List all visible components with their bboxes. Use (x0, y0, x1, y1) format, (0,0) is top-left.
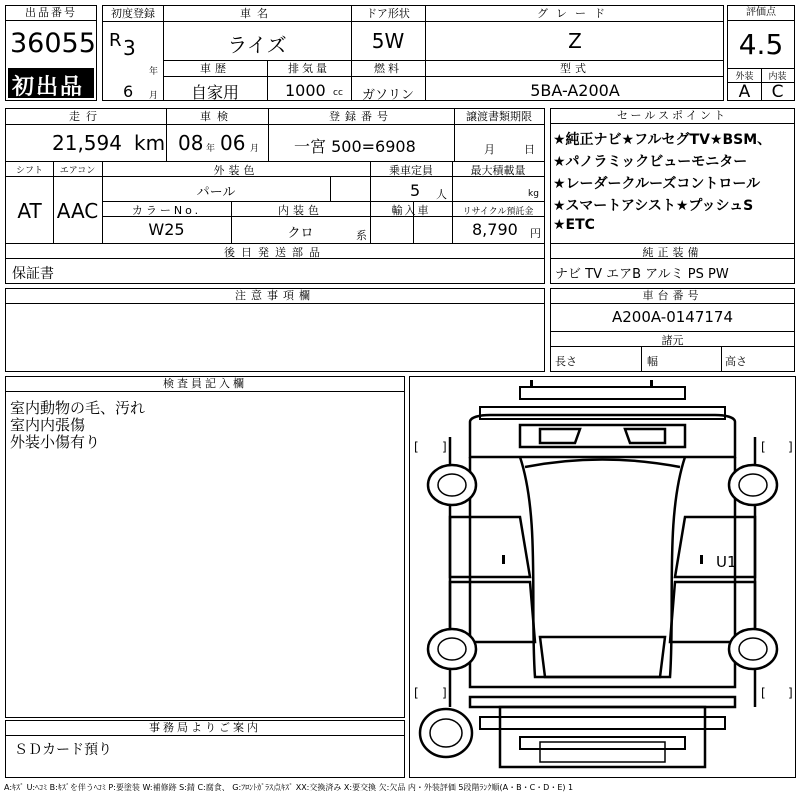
notes-label: 注意事項欄 (6, 289, 544, 304)
first-reg-label: 初度登録 (111, 7, 155, 20)
color-no-label: カラーNo. (131, 204, 202, 217)
notes-box (5, 288, 545, 372)
first-listing-badge-text: 初出品 (12, 75, 85, 100)
svg-text:[: [ (414, 686, 419, 700)
later-parts-value: 保証書 (12, 266, 54, 282)
recycle-label: リサイクル預託金 (462, 207, 534, 217)
sales-points-label: セールスポイント (551, 109, 794, 124)
capacity-value: 5 (410, 181, 421, 200)
inspection-month: 06 (220, 131, 246, 155)
mileage-label: 走行 (69, 110, 103, 123)
displacement-label: 排気量 (288, 62, 330, 75)
grade-value: Z (568, 29, 582, 53)
shift-label: シフト (15, 166, 43, 176)
score-label: 評価点 (728, 6, 794, 21)
first-reg-month-unit: 月 (149, 91, 159, 101)
displacement-value: 1000 (285, 81, 326, 100)
svg-text:[: [ (761, 686, 766, 700)
mileage-unit: km (134, 131, 166, 155)
inspection-year: 08 (178, 131, 204, 155)
inspector-line-1: 室内動物の毛、汚れ (10, 399, 146, 417)
history-label: 車歴 (200, 62, 230, 75)
int-score-label: 内装 (768, 72, 787, 82)
reg-number-value: 一宮 500=6908 (294, 137, 416, 156)
equipment-value: ナビ TV エアB アルミ PS PW (555, 267, 729, 282)
recycle-value: 8,790 (472, 220, 518, 239)
inspector-label: 検査員記入欄 (6, 377, 404, 392)
svg-text:[: [ (761, 440, 766, 454)
chassis-box (550, 288, 795, 372)
sales-point-line-3: ★レーダークルーズコントロール (553, 176, 761, 192)
equipment-label: 純正装備 (642, 246, 703, 259)
max-load-label: 最大積載量 (470, 164, 526, 177)
car-diagram-svg (410, 377, 795, 777)
capacity-unit: 人 (436, 188, 447, 201)
aircon-value: AAC (56, 199, 99, 223)
car-name-value: ライズ (227, 33, 287, 57)
inspection-year-unit: 年 (206, 144, 216, 154)
model-label: 型式 (560, 62, 590, 75)
svg-text:]: ] (442, 440, 447, 454)
import-label: 輸入車 (391, 204, 431, 217)
door-value: 5W (371, 29, 405, 53)
inspector-line-2: 室内内張傷 (10, 416, 86, 434)
int-color-label: 内装色 (278, 204, 323, 217)
transfer-month-unit: 月 (484, 143, 495, 156)
mileage-value: 21,594 (52, 131, 122, 155)
svg-text:]: ] (788, 686, 793, 700)
grade-label: グレード (537, 7, 613, 20)
ext-score-value: A (738, 82, 751, 102)
dims-width-label: 幅 (647, 355, 658, 368)
chassis-value: A200A-0147174 (611, 308, 734, 326)
svg-text:]: ] (788, 440, 793, 454)
inspector-line-3: 外装小傷有り (10, 433, 101, 451)
fuel-value: ガソリン (361, 88, 414, 103)
top-grid (102, 5, 724, 101)
recycle-unit: 円 (530, 227, 541, 240)
int-score-value: C (771, 82, 784, 102)
detail-grid (5, 108, 545, 284)
int-color-value: クロ (287, 226, 314, 241)
history-value: 自家用 (190, 83, 239, 102)
transfer-label: 譲渡書類期限 (466, 110, 532, 123)
office-box (5, 720, 405, 778)
dims-label: 諸元 (661, 334, 684, 347)
aircon-label: エアコン (59, 166, 96, 176)
ext-color-value: パール (196, 185, 236, 200)
svg-text:]: ] (442, 686, 447, 700)
transfer-day-unit: 日 (524, 143, 535, 156)
first-reg-year-unit: 年 (149, 67, 159, 77)
chassis-label: 車台番号 (551, 289, 794, 304)
model-value: 5BA-A200A (530, 81, 620, 100)
office-label: 事務局よりご案内 (6, 721, 404, 736)
reg-number-label: 登録番号 (329, 110, 393, 123)
sales-point-line-1: ★純正ナビ★フルセグTV★BSM、 (553, 132, 772, 148)
door-label: ドア形状 (366, 7, 410, 20)
sales-point-line-2: ★パノラミックビューモニター (553, 154, 748, 170)
car-name-label: 車名 (240, 7, 274, 20)
shift-value: AT (17, 199, 42, 223)
int-color-unit: 系 (356, 229, 367, 242)
color-no-value: W25 (148, 220, 185, 239)
score-box (727, 5, 795, 101)
legend-text: A:ｷｽﾞ U:ﾍｺﾐ B:ｷｽﾞを伴うﾍｺﾐ P:要塗装 W:補修跡 S:錆 C:腐食、 G:ﾌﾛﾝﾄｶﾞﾗｽ点ｷｽﾞ XX:交換済み X:要交換 欠:欠品 内・外装評価 5段階ﾗﾝｸ順(A・B・C・D・E) 1 (4, 783, 574, 792)
score-value: 4.5 (738, 28, 784, 61)
ext-score-label: 外装 (735, 72, 754, 82)
office-value: ＳＤカード預り (14, 742, 112, 758)
dims-length-label: 長さ (555, 355, 577, 368)
first-reg-year: 3 (123, 36, 136, 60)
fuel-label: 燃料 (374, 62, 402, 75)
lot-number: 36055 (10, 28, 96, 59)
first-reg-month: 6 (123, 82, 134, 101)
displacement-unit: cc (333, 88, 343, 98)
inspection-label: 車検 (200, 110, 234, 123)
sales-point-line-4: ★スマートアシスト★プッシュS (553, 198, 754, 214)
capacity-label: 乗車定員 (389, 164, 433, 177)
ext-color-label: 外装色 (213, 164, 259, 177)
later-parts-label: 後日発送部品 (224, 246, 326, 259)
sales-points-box (550, 108, 795, 284)
dims-height-label: 高さ (725, 355, 747, 368)
first-reg-era: R (109, 30, 122, 51)
damage-mark-u1: U1 (716, 553, 737, 571)
inspector-box (5, 376, 405, 718)
lot-label: 出品番号 (6, 6, 96, 21)
sales-point-line-5: ★ETC (553, 217, 595, 233)
max-load-unit: kg (528, 189, 539, 199)
damage-diagram (409, 376, 796, 778)
lot-box (5, 5, 97, 101)
svg-text:[: [ (414, 440, 419, 454)
inspection-month-unit: 月 (250, 144, 260, 154)
